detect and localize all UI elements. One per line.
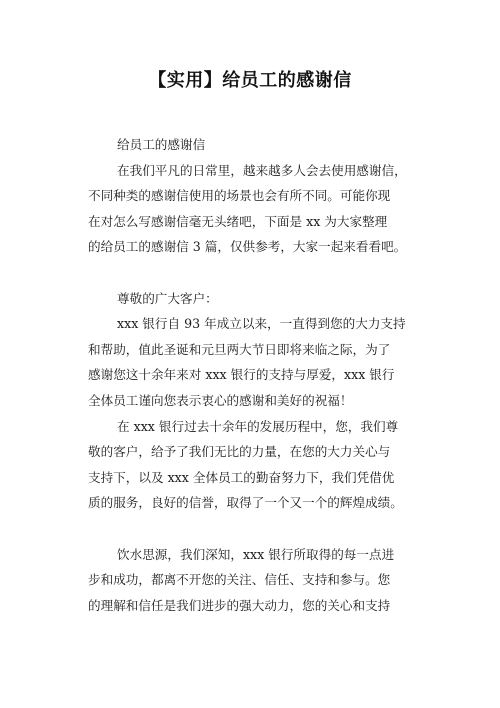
text-line: 敬的客户，给予了我们无比的力量，在您的大力关心与 bbox=[88, 444, 391, 460]
text-line: 的给员工的感谢信 3 篇，仅供参考，大家一起来看看吧。 bbox=[88, 239, 407, 255]
text-line: 感谢您这十余年来对 xxx 银行的支持与厚爱，xxx 银行 bbox=[88, 367, 395, 383]
paragraph-spacer bbox=[88, 260, 423, 286]
text-line: 全体员工谨向您表示衷心的感谢和美好的祝福！ bbox=[88, 392, 353, 408]
text-line: 的理解和信任是我们进步的强大动力，您的关心和支持 bbox=[88, 597, 391, 613]
text-line: 给员工的感谢信 bbox=[117, 137, 206, 152]
document-title: 【实用】给员工的感谢信 bbox=[148, 70, 352, 91]
text-line: 在对怎么写感谢信毫无头绪吧，下面是 xx 为大家整理 bbox=[88, 213, 388, 229]
text-line: 和帮助，值此圣诞和元旦两大节日即将来临之际，为了 bbox=[88, 341, 391, 357]
text-line: 步和成功，都离不开您的关注、信任、支持和参与。您 bbox=[88, 572, 391, 588]
text-line: 质的服务，良好的信誉，取得了一个又一个的辉煌成绩。 bbox=[88, 495, 403, 511]
text-line: 在我们平凡的日常里，越来越多人会去使用感谢信， bbox=[117, 162, 407, 178]
text-line: 不同种类的感谢信使用的场景也会有所不同。可能你现 bbox=[88, 188, 391, 204]
text-line: 在 xxx 银行过去十余年的发展历程中，您，我们尊 bbox=[117, 418, 399, 434]
document-body bbox=[88, 132, 423, 618]
text-line: 尊敬的广大客户： bbox=[117, 290, 218, 306]
paragraph-spacer bbox=[88, 516, 423, 542]
text-line: 支持下，以及 xxx 全体员工的勤奋努力下，我们凭借优 bbox=[88, 469, 395, 485]
text-line: xxx 银行自 93 年成立以来，一直得到您的大力支持 bbox=[117, 316, 406, 332]
text-line: 饮水思源，我们深知，xxx 银行所取得的每一点进 bbox=[117, 546, 395, 562]
